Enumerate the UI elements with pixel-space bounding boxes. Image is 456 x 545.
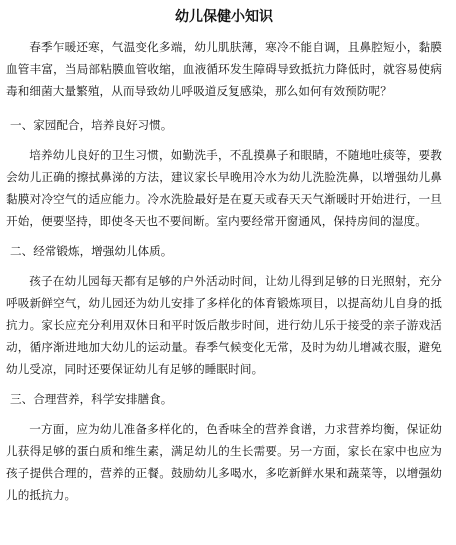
section-heading-1: 一、家园配合，培养良好习惯。 xyxy=(10,118,173,132)
page-title: 幼儿保健小知识 xyxy=(175,9,273,25)
spacer xyxy=(6,410,442,418)
section-body-1: 培养幼儿良好的卫生习惯，如勤洗手，不乱摸鼻子和眼睛，不随地吐痰等，要教会幼儿正确的擦拭鼻涕的方法，建议家长早晚用冷水为幼儿洗脸洗鼻，以增强幼儿鼻黏膜对冷空气的适应能力。冷水洗脸最好是在夏天或春天天气渐暖时开始进行，一旦开始，便要坚持，即使冬天也不要间断。室内要经常开窗通风，保持房间的湿度。 xyxy=(6,148,442,228)
spacer xyxy=(6,262,442,270)
section-body-2: 孩子在幼儿园每天都有足够的户外活动时间，让幼儿得到足够的日光照射，充分呼吸新鲜空气，幼儿园还为幼儿安排了多样化的体育锻炼项目，以提高幼儿自身的抵抗力。家长应充分利用双休日和平时饭后散步时间，进行幼儿乐于接受的亲子游戏活动，循序渐进地加大幼儿的运动量。春季气候变化无常，及时为幼儿增减衣服，避免幼儿受凉，同时还要保证幼儿有足够的睡眠时间。 xyxy=(6,274,442,376)
spacer xyxy=(6,380,442,388)
section-heading-3: 三、合理营养，科学安排膳食。 xyxy=(10,392,173,406)
spacer xyxy=(6,232,442,240)
intro-paragraph: 春季乍暖还寒，气温变化多端，幼儿肌肤薄，寒冷不能自调，且鼻腔短小，黏膜血管丰富，当局部粘膜血管收缩，血液循环发生障碍导致抵抗力降低时，就容易使病毒和细菌大量繁殖，从而导致幼儿呼吸道反复感染，那么如何有效预防呢？ xyxy=(6,40,442,98)
section-heading-2: 二、经常锻炼，增强幼儿体质。 xyxy=(10,244,173,258)
spacer xyxy=(6,102,442,114)
section-body-3: 一方面，应为幼儿准备多样化的，色香味全的营养食谱，力求营养均衡，保证幼儿获得足够的蛋白质和维生素，满足幼儿的生长需要。另一方面，家长在家中也应为孩子提供合理的，营养的正餐。鼓励幼儿多喝水，多吃新鲜水果和蔬菜等，以增强幼儿的抵抗力。 xyxy=(6,422,442,502)
spacer xyxy=(6,136,442,144)
